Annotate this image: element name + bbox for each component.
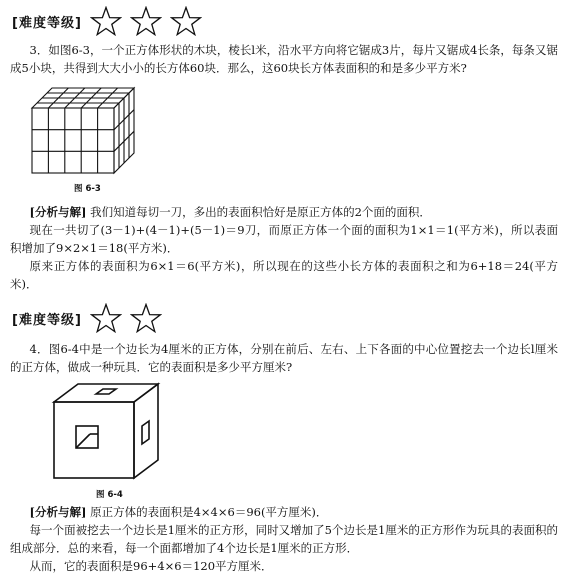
star-outline-icon [170, 6, 202, 36]
problem-4-analysis-3: 从而，它的表面积是96+4×6＝120平方厘米． [29, 559, 273, 573]
figure-6-3-cube [30, 86, 136, 176]
problem-3-analysis-2: 现在一共切了(3－1)+(4－1)+(5－1)＝9刀，而原正方体一个面的面积为1×1＝1(平方米)，所以表面积增加了9×2×1＝18(平方米)． [10, 223, 558, 255]
difficulty-stars [90, 6, 210, 36]
star-outline-icon [130, 303, 162, 333]
analysis-text: 我们知道每切一刀，多出的表面积恰好是原正方体的2个面的面积． [90, 205, 431, 219]
problem-4-analysis-2: 每一个面被挖去一个边长是1厘米的正方形，同时又增加了5个边长是1厘米的正方形作为玩具的表面积的组成部分．总的来看，每一个面都增加了4个边长是1厘米的正方形． [10, 523, 558, 555]
difficulty-label: [难度等级] [12, 312, 82, 328]
problem-4-question: 4．图6-4中是一个边长为4厘米的正方体，分别在前后、左右、上下各面的中心位置挖去一个边长l厘米的正方体，做成一种玩具．它的表面积是多少平方厘米? [10, 342, 558, 374]
analysis-label: [分析与解] [29, 205, 87, 219]
figure-6-3-caption: 图 6-3 [74, 184, 101, 194]
analysis-label: [分析与解] [29, 505, 87, 519]
difficulty-label: [难度等级] [12, 15, 82, 31]
problem-4-analysis-1 [10, 503, 558, 521]
figure-6-4-cube-with-holes [50, 382, 162, 482]
star-outline-icon [130, 6, 162, 36]
star-outline-icon [90, 303, 122, 333]
star-outline-icon [90, 6, 122, 36]
figure-6-4-caption: 图 6-4 [96, 490, 123, 500]
difficulty-header-4 [12, 303, 170, 333]
problem-3-question: 3．如图6-3，一个正方体形状的木块，棱长l米，沿水平方向将它锯成3片，每片又锯成4长条，每条又锯成5小块，共得到大大小小的长方体60块．那么，这60块长方体表面积的和是多少平方米? [10, 43, 558, 75]
problem-3-analysis-1 [10, 203, 558, 221]
difficulty-header-3 [12, 6, 210, 36]
problem-3-analysis-3: 原来正方体的表面积为6×1＝6(平方米)，所以现在的这些小长方体的表面积之和为6+18＝24(平方米)． [10, 259, 558, 291]
analysis-text: 原正方体的表面积是4×4×6＝96(平方厘米)． [90, 505, 328, 519]
difficulty-stars [90, 303, 170, 333]
